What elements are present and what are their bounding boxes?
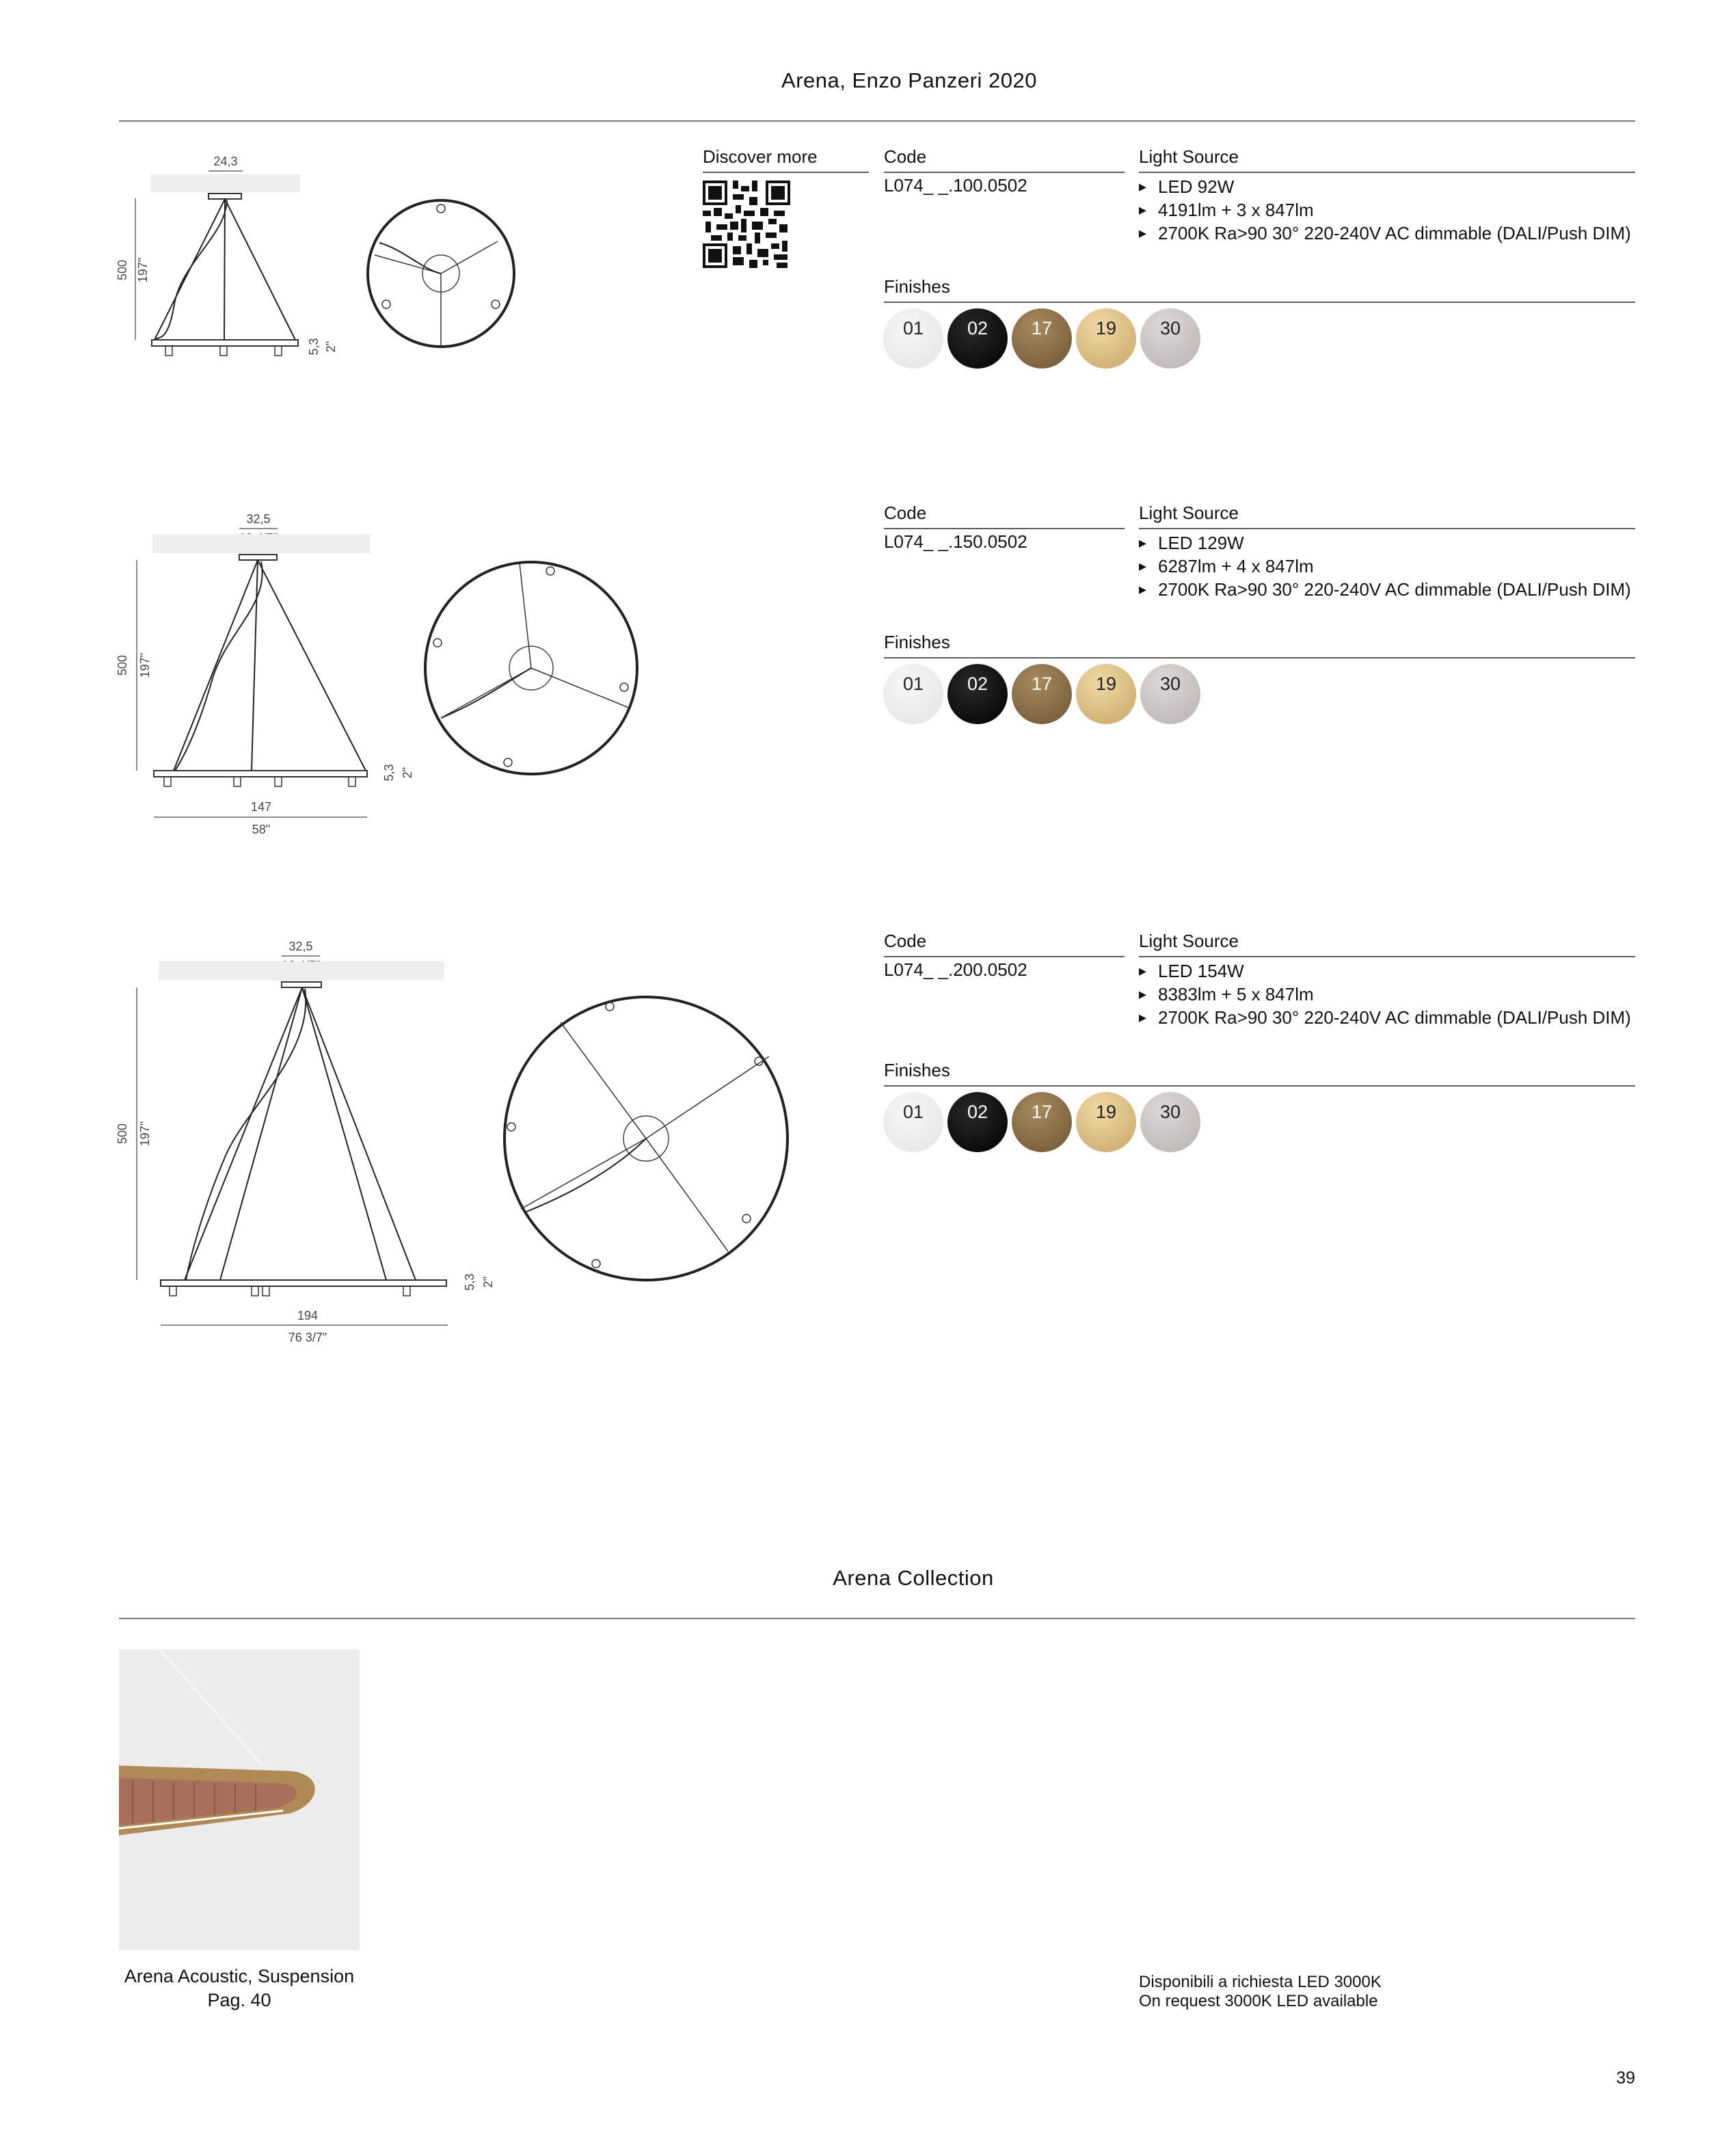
product-3-base-mm: 5,3	[463, 1273, 476, 1291]
product-2-base-in: 2"	[401, 767, 414, 779]
finish-swatch-30[interactable]: 30	[1140, 1092, 1200, 1152]
collection-title: Arena Collection	[833, 1566, 994, 1590]
product-2-code-rule	[884, 528, 1125, 529]
finish-swatch-19[interactable]: 19	[1076, 1092, 1136, 1152]
finish-swatch-01[interactable]: 01	[883, 664, 943, 724]
product-2-light-label: Light Source	[1139, 503, 1239, 523]
product-1-code-rule	[884, 172, 1125, 173]
product-3-finishes-label: Finishes	[884, 1060, 950, 1080]
product-3-height-mm: 500	[116, 1123, 129, 1145]
product-3-light-item: ▸ 8383lm + 5 x 847lm	[1139, 983, 1631, 1006]
discover-more-label: Discover more	[703, 146, 818, 167]
product-1-height-in: 197"	[136, 257, 150, 283]
product-3-top-drawing	[499, 992, 793, 1286]
product-1-top-drawing	[362, 195, 520, 352]
product-1-light-item: ▸ 4191lm + 3 x 847lm	[1139, 198, 1631, 222]
collection-item-name[interactable]: Arena Acoustic, Suspension	[124, 1966, 355, 1986]
product-3-top-mm: 32,5	[288, 940, 313, 953]
product-3-light-item: ▸ LED 154W	[1139, 959, 1631, 983]
product-3-light-rule	[1139, 956, 1635, 957]
product-1-side-drawing	[109, 147, 355, 373]
product-1-light-list	[1139, 175, 1631, 245]
product-2-finishes-rule	[884, 657, 1635, 658]
finish-swatch-30[interactable]: 30	[1140, 308, 1200, 369]
product-3-light-item: ▸ 2700K Ra>90 30° 220-240V AC dimmable (DALI/Push DIM)	[1139, 1006, 1631, 1029]
product-3-width-in: 76 3/7"	[288, 1331, 327, 1344]
product-2-height-in: 197"	[138, 652, 152, 678]
product-1-light-rule	[1139, 172, 1635, 173]
product-2-light-item: ▸ 6287lm + 4 x 847lm	[1139, 555, 1631, 578]
finish-swatch-19[interactable]: 19	[1076, 664, 1136, 724]
product-2-light-item: ▸ 2700K Ra>90 30° 220-240V AC dimmable (DALI/Push DIM)	[1139, 578, 1631, 601]
product-1-base-mm: 5,3	[307, 338, 321, 356]
product-2-code-label: Code	[884, 503, 927, 523]
discover-rule	[703, 172, 869, 173]
product-2-light-item: ▸ LED 129W	[1139, 531, 1631, 555]
product-1-finishes-label: Finishes	[884, 276, 950, 297]
collection-item-page[interactable]: Pag. 40	[207, 1990, 271, 2010]
product-1-light-item: ▸ LED 92W	[1139, 175, 1631, 198]
product-3-finishes-rule	[884, 1085, 1635, 1087]
page-title: Arena, Enzo Panzeri 2020	[781, 68, 1037, 92]
finish-swatch-17[interactable]: 17	[1012, 664, 1072, 724]
finish-swatch-02[interactable]: 02	[947, 1092, 1008, 1152]
finish-swatch-01[interactable]: 01	[883, 308, 943, 369]
product-3-light-label: Light Source	[1139, 931, 1239, 951]
product-2-light-list	[1139, 531, 1631, 601]
product-1-light-item: ▸ 2700K Ra>90 30° 220-240V AC dimmable (DALI/Push DIM)	[1139, 222, 1631, 245]
product-2-width-in: 58"	[252, 823, 271, 836]
product-3-code-rule	[884, 956, 1125, 957]
product-2-top-drawing	[420, 557, 643, 780]
product-1-code-label: Code	[884, 146, 927, 167]
product-2-code: L074_ _.150.0502	[884, 531, 1027, 552]
product-3-light-list	[1139, 959, 1631, 1029]
product-1-top-mm: 24,3	[213, 155, 238, 168]
finish-swatch-17[interactable]: 17	[1012, 1092, 1072, 1152]
product-3-base-in: 2"	[481, 1276, 495, 1288]
note-italian: Disponibili a richiesta LED 3000K	[1139, 1973, 1382, 1991]
product-3-code: L074_ _.200.0502	[884, 959, 1027, 980]
finish-swatch-02[interactable]: 02	[947, 308, 1008, 369]
product-2-light-rule	[1139, 528, 1635, 529]
page-number: 39	[1616, 2068, 1635, 2088]
finish-swatch-17[interactable]: 17	[1012, 308, 1072, 369]
product-2-width-mm: 147	[250, 800, 272, 814]
product-1-base-in: 2"	[324, 341, 338, 353]
collection-item-image[interactable]	[119, 1649, 360, 1950]
finish-swatch-02[interactable]: 02	[947, 664, 1008, 724]
finish-swatch-30[interactable]: 30	[1140, 664, 1200, 724]
product-3-code-label: Code	[884, 931, 927, 951]
header-rule	[119, 120, 1635, 122]
product-1-code: L074_ _.100.0502	[884, 175, 1027, 196]
product-2-side-drawing	[109, 503, 431, 844]
product-1-height-mm: 500	[116, 259, 129, 281]
finish-swatch-19[interactable]: 19	[1076, 308, 1136, 369]
product-3-side-drawing	[109, 930, 513, 1354]
product-3-height-in: 197"	[138, 1121, 152, 1147]
product-2-finishes-label: Finishes	[884, 632, 950, 652]
product-2-top-mm: 32,5	[246, 512, 271, 526]
qr-code[interactable]	[703, 181, 790, 268]
product-3-width-mm: 194	[297, 1309, 319, 1322]
finish-swatch-01[interactable]: 01	[883, 1092, 943, 1152]
product-2-height-mm: 500	[116, 654, 129, 676]
product-1-light-label: Light Source	[1139, 146, 1239, 167]
product-2-base-mm: 5,3	[382, 764, 396, 782]
product-1-finishes-rule	[884, 302, 1635, 303]
note-english: On request 3000K LED available	[1139, 1992, 1378, 2010]
collection-rule	[119, 1618, 1635, 1619]
